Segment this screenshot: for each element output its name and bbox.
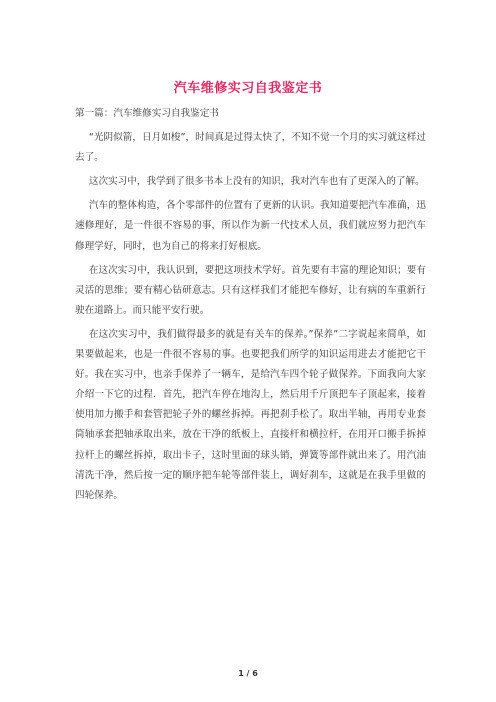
body-paragraph: 汽车的整体构造，各个零部件的位置有了更新的认识。我知道要把汽车准确，迅速修理好，是一件很不容易的事，所以作为新一代技术人员，我们就应努力把汽车修理学好，同时，也为自己的将来打好根底。: [75, 200, 426, 252]
document-body: [75, 104, 426, 506]
section-heading: 第一篇：汽车维修实习自我鉴定书: [75, 108, 219, 119]
body-paragraph: 在这次实习中，我认识到，要把这项技术学好。首先要有丰富的理论知识；要有灵活的思维；要有精心钻研意志。只有这样我们才能把车修好，让有病的车重新行驶在道路上。而只能平安行驶。: [75, 264, 426, 316]
body-paragraph: “光阴似箭，日月如梭”，时间真是过得太快了，不知不觉一个月的实习就这样过去了。: [75, 132, 426, 164]
document-title: 汽车维修实习自我鉴定书: [173, 81, 323, 96]
body-paragraph: 在这次实习中，我们做得最多的就是有关车的保养。”保养”二字说起来简单，如果要做起来，也是一件很不容易的事。也要把我们所学的知识运用进去才能把它干好。我在实习中，也亲手保养了一辆车，是给汽车四个轮子做保养。下面我向大家介绍一下它的过程．首先，把汽车停在地沟上，然后用千斤顶把车子顶起来，接着使用加力搬手和套管把轮子外的螺丝拆掉。再把刹手松了。取出半轴，再用专业套筒轴承套把轴承取出来，放在干净的纸板上，直接杆和横拉杆，在用开口搬手拆掉拉杆上的螺丝拆掉，取出卡子，这时里面的球头销，弹簧等部件就出来了。用汽油清洗干净，然后按一定的顺序把车轮等部件装上，调好刹车，这就是在我手里做的四轮保养。: [75, 328, 426, 501]
page-number: 1 / 6: [238, 669, 258, 678]
body-paragraph: 这次实习中，我学到了很多书本上没有的知识，我对汽车也有了更深入的了解。: [88, 176, 425, 188]
